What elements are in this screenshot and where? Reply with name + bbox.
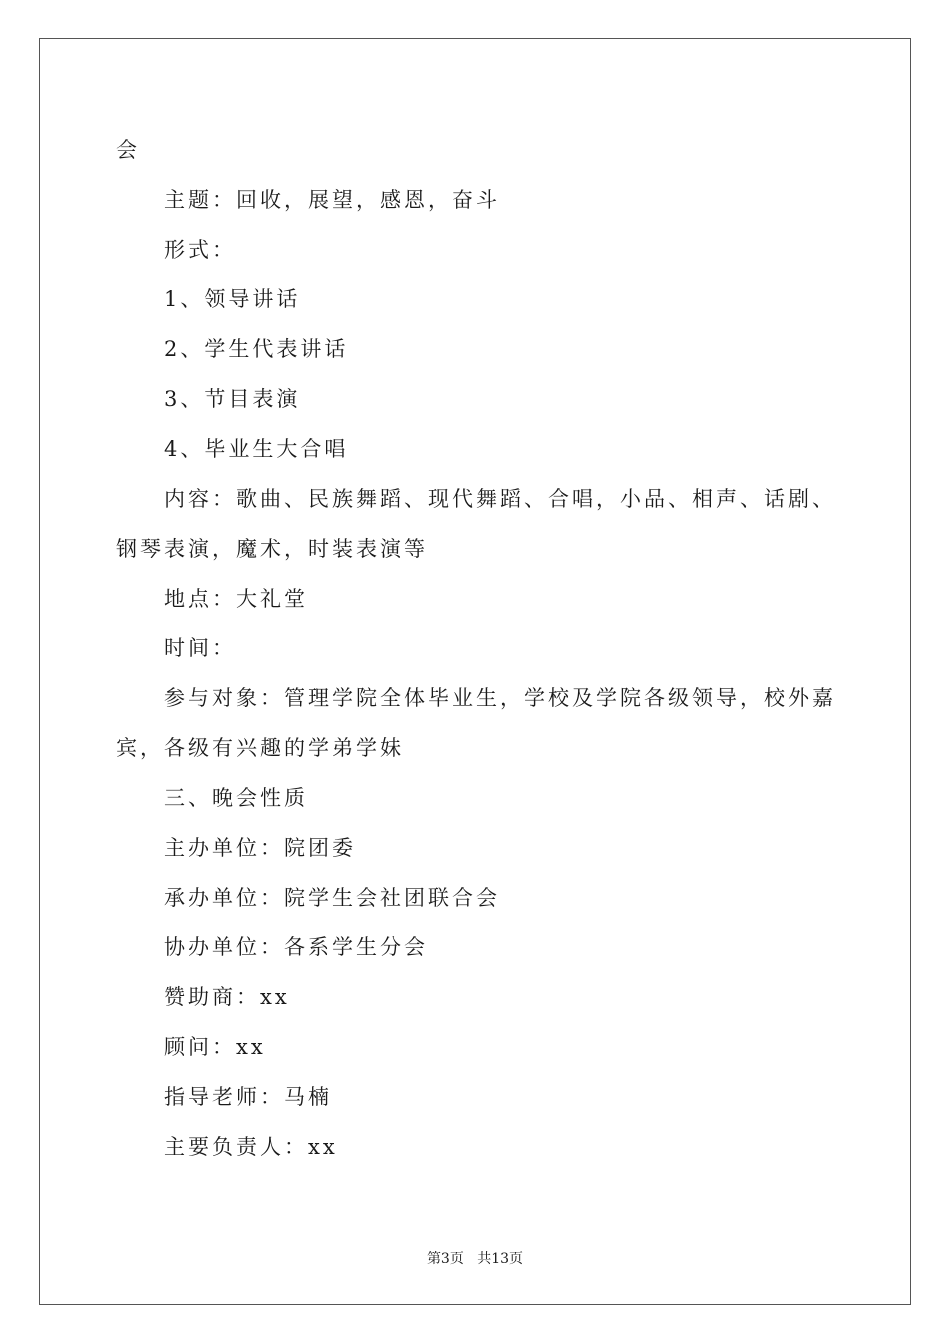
text-line: 形式： (164, 238, 236, 262)
text-line: 顾问：xx (164, 1035, 266, 1059)
text-line: 三、晚会性质 (164, 786, 308, 810)
text-line: 宾，各级有兴趣的学弟学妹 (116, 736, 404, 760)
text-line: 协办单位：各系学生分会 (164, 935, 428, 959)
text-line: 承办单位：院学生会社团联合会 (164, 886, 500, 910)
text-line: 会 (116, 138, 140, 162)
text-line: 3、节目表演 (164, 387, 301, 411)
page-total: 共13页 (477, 1251, 524, 1267)
text-line: 赞助商：xx (164, 985, 290, 1009)
page-footer (0, 1248, 950, 1268)
text-line: 内容：歌曲、民族舞蹈、现代舞蹈、合唱，小品、相声、话剧、 (164, 487, 836, 511)
text-line: 主题：回收，展望，感恩，奋斗 (164, 188, 500, 212)
page-number: 第3页 (426, 1251, 464, 1267)
text-line: 主办单位：院团委 (164, 836, 356, 860)
page-border (39, 38, 911, 1305)
text-line: 时间： (164, 636, 236, 660)
text-line: 地点：大礼堂 (164, 587, 308, 611)
text-line: 主要负责人：xx (164, 1135, 338, 1159)
text-line: 2、学生代表讲话 (164, 337, 349, 361)
text-line: 指导老师：马楠 (164, 1085, 332, 1109)
text-line: 钢琴表演，魔术，时装表演等 (116, 537, 428, 561)
text-line: 4、毕业生大合唱 (164, 437, 349, 461)
text-line: 参与对象：管理学院全体毕业生，学校及学院各级领导，校外嘉 (164, 686, 836, 710)
text-line: 1、领导讲话 (164, 287, 301, 311)
